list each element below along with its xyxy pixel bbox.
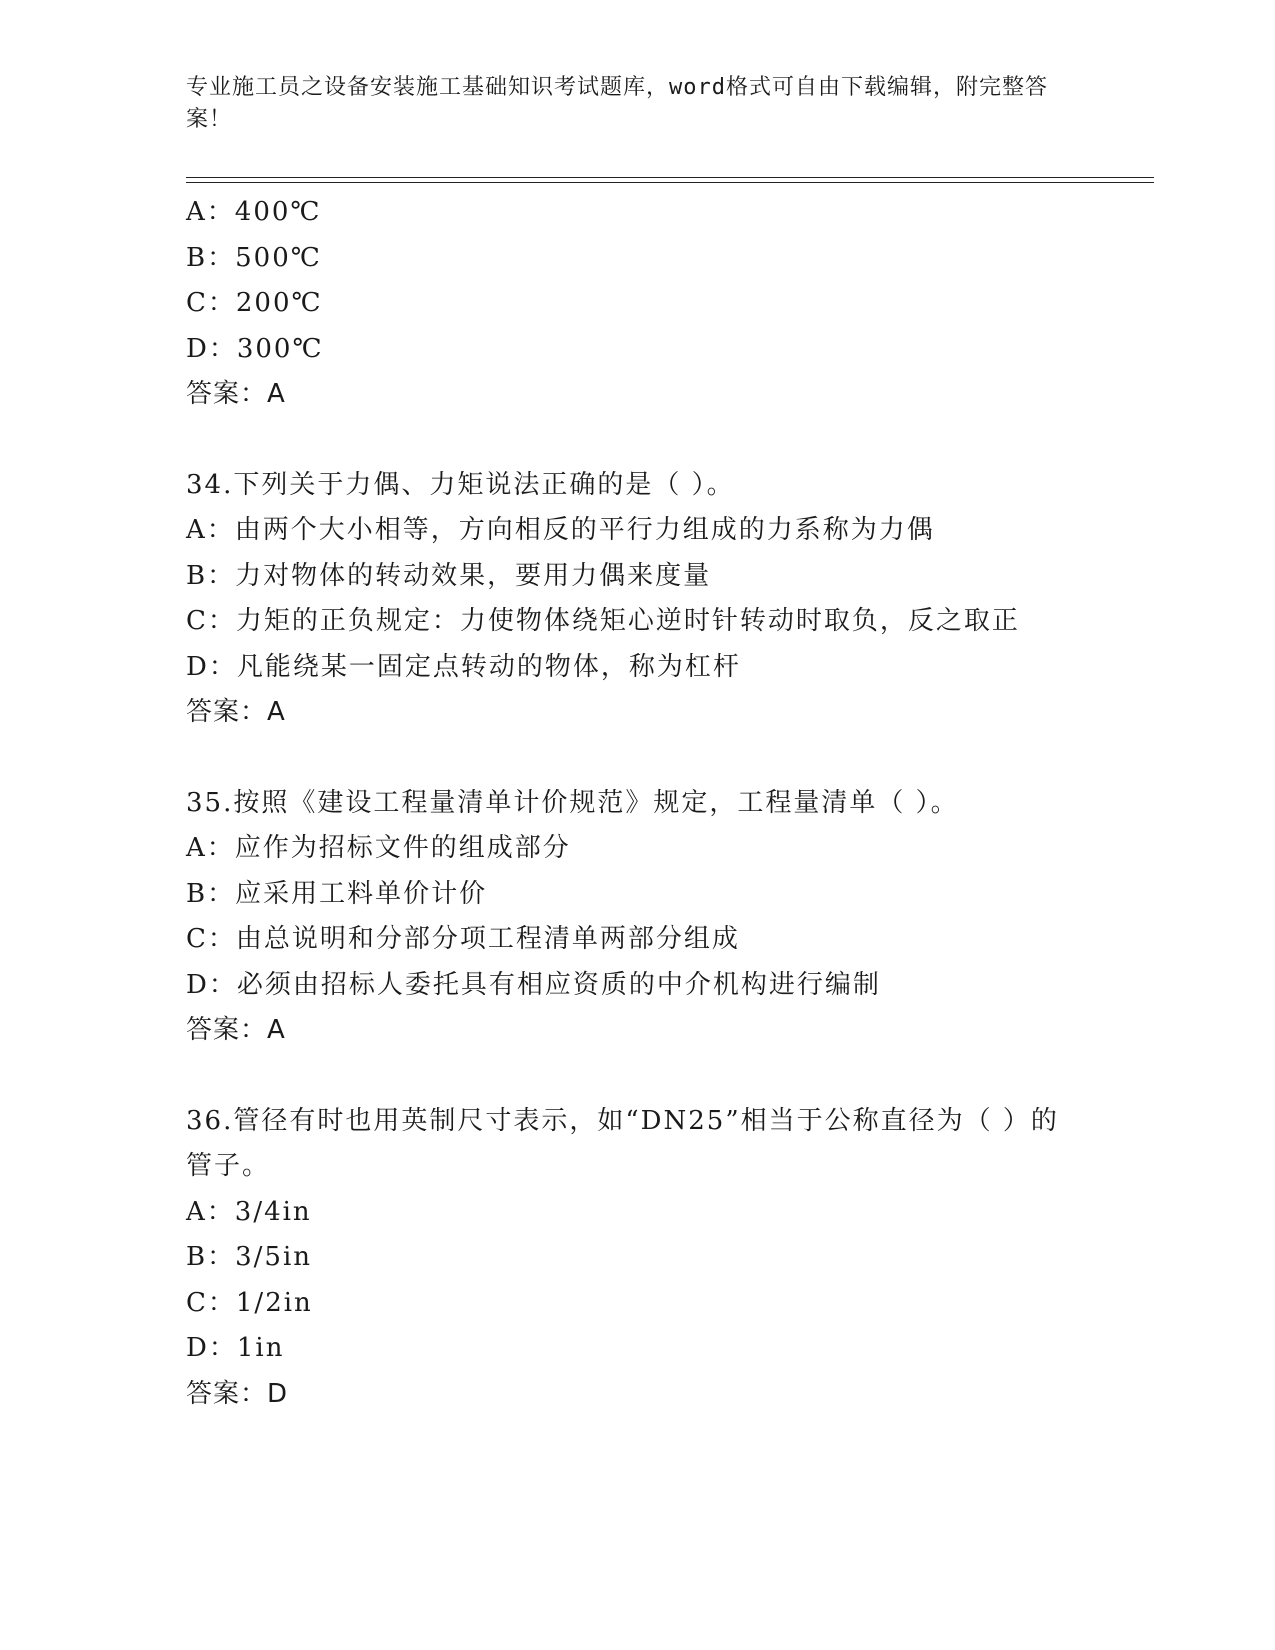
option-c: C：200℃ xyxy=(186,288,323,318)
question-block-34 xyxy=(186,463,1066,736)
option-c: C：力矩的正负规定：力使物体绕矩心逆时针转动时取负，反之取正 xyxy=(186,606,1020,636)
option-c: C：1/2in xyxy=(186,1287,313,1318)
question-text: 36.管径有时也用英制尺寸表示，如“DN25”相当于公称直径为（ ）的管子。 xyxy=(186,1105,1059,1181)
option-b: B：3/5in xyxy=(186,1242,313,1272)
document-header xyxy=(186,72,1066,136)
spacer xyxy=(186,736,1066,781)
option-a: A：3/4in xyxy=(186,1196,312,1227)
option-d: D：300℃ xyxy=(186,333,324,364)
answer-line: 答案：A xyxy=(186,379,286,409)
option-a: A：400℃ xyxy=(186,197,322,227)
header-divider-bottom xyxy=(186,182,1154,183)
option-b: B：力对物体的转动效果，要用力偶来度量 xyxy=(186,560,712,591)
header-divider-top xyxy=(186,177,1154,178)
option-a: A：应作为招标文件的组成部分 xyxy=(186,833,571,863)
option-d: D：1in xyxy=(186,1333,285,1363)
option-c: C：由总说明和分部分项工程清单两部分组成 xyxy=(186,924,740,954)
answer-line: 答案：A xyxy=(186,697,286,727)
spacer xyxy=(186,1054,1066,1099)
option-a: A：由两个大小相等，方向相反的平行力组成的力系称为力偶 xyxy=(186,515,935,545)
spacer xyxy=(186,418,1066,463)
question-list xyxy=(186,190,1066,1417)
option-b: B：500℃ xyxy=(186,242,322,273)
question-text: 34.下列关于力偶、力矩说法正确的是（ ）。 xyxy=(186,469,735,500)
question-block-33 xyxy=(186,190,1066,418)
header-title: 专业施工员之设备安装施工基础知识考试题库，word格式可自由下载编辑，附完整答案！ xyxy=(186,75,1048,132)
option-d: D：必须由招标人委托具有相应资质的中介机构进行编制 xyxy=(186,969,881,1000)
question-block-35 xyxy=(186,781,1066,1054)
answer-line: 答案：D xyxy=(186,1378,289,1409)
answer-line: 答案：A xyxy=(186,1015,286,1045)
option-d: D：凡能绕某一固定点转动的物体，称为杠杆 xyxy=(186,651,741,682)
question-text: 35.按照《建设工程量清单计价规范》规定，工程量清单（ ）。 xyxy=(186,787,959,818)
question-block-36 xyxy=(186,1099,1066,1418)
option-b: B：应采用工料单价计价 xyxy=(186,878,488,909)
